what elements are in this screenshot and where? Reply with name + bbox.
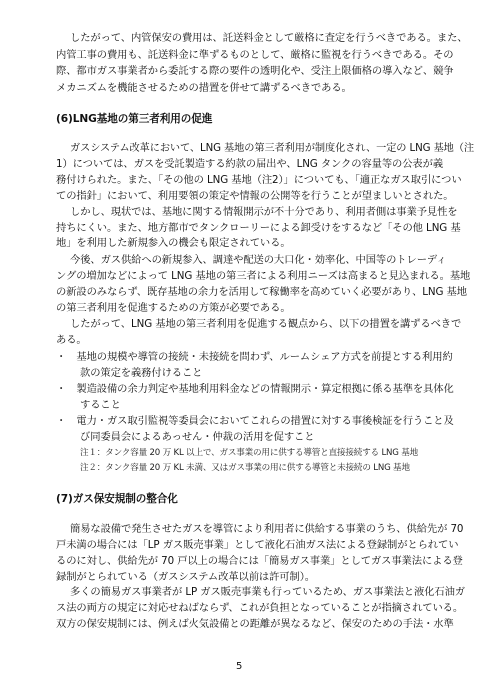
paragraph-line: ス法の両方の規定に対応せねばならず、これが負担となっていることが指摘されている。 — [56, 602, 464, 615]
footnote: 注１：タンク容量 20 万 KL 以上で、ガス事業の用に供する導管と直接接続する LNG 基地 — [80, 447, 419, 458]
paragraph-line: 務付けられた。また、「その他の LNG 基地（注2）」についても、「適正なガス取引につい — [56, 173, 462, 186]
intro-line: したがって、内管保安の費用は、託送料金として厳格に査定を行うべきである。また、 — [70, 32, 468, 44]
paragraph-line: しかし、現状では、基地に関する情報開示が不十分であり、利用者側は事業予見性を — [70, 205, 458, 218]
paragraph-line: 持ちにくい。また、地方都市でタンクローリーによる卸受けをするなど「その他 LNG 基 — [56, 221, 461, 234]
bullet-item-continued: すること — [80, 398, 121, 411]
section-6-heading: (6)LNG基地の第三者利用の促進 — [56, 113, 213, 126]
footnote: 注２：タンク容量 20 万 KL 未満、又はガス事業の用に供する導管と未接続の LNG 基地 — [80, 463, 410, 474]
paragraph-line: ある。 — [56, 334, 87, 347]
paragraph-line: るのに対し、供給先が 70 戸以上の場合には「簡易ガス事業」としてガス事業法による登 — [56, 554, 463, 567]
bullet-item: ・ 電力・ガス取引監視等委員会においてこれらの措置に対する事後検証を行うこと及 — [56, 414, 454, 427]
paragraph-line: ガスシステム改革において、LNG 基地の第三者利用が制度化され、一定の LNG 基地（注 — [70, 141, 474, 154]
paragraph-line: ングの増加などによって LNG 基地の第三者による利用ニーズは高まると見込まれる。基地 — [56, 270, 471, 283]
paragraph-line: 1）については、ガスを受託製造する約款の届出や、LNG タンクの容量等の公表が義 — [56, 157, 444, 170]
bullet-item: ・ 基地の規模や導管の接続・未接続を問わず、ルームシェア方式を前提とする利用約 — [56, 350, 453, 363]
paragraph-line: したがって、LNG 基地の第三者利用を促進する観点から、以下の措置を講ずるべきで — [70, 318, 462, 331]
paragraph-line: 多くの簡易ガス事業者が LP ガス販売事業も行っているため、ガス事業法と液化石油ガ — [70, 586, 465, 599]
bullet-item-continued: び同委員会によるあっせん・仲裁の活用を促すこと — [80, 430, 315, 443]
section-7-heading: (7)ガス保安規制の整合化 — [56, 493, 178, 506]
paragraph-line: ての指針」において、利用要領の策定や情報の公開等を行うことが望ましいとされた。 — [56, 189, 454, 202]
intro-line: 内管工事の費用も、託送料金に準ずるものとして、厳格に監視を行うべきである。その — [56, 48, 454, 61]
page-number: 5 — [236, 660, 243, 672]
paragraph-line: 録制がとられている（ガスシステム改革以前は許可制）。 — [56, 570, 315, 583]
intro-line: 際、都市ガス事業者から委託する際の要件の透明化や、受注上限価格の導入など、競争 — [56, 64, 454, 77]
intro-line: メカニズムを機能させるための措置を併せて講ずるべきである。 — [56, 81, 352, 94]
paragraph-line: 地」を利用した新規参入の機会も限定されている。 — [56, 237, 291, 250]
bullet-item-continued: 款の策定を義務付けること — [80, 366, 203, 379]
paragraph-line: 双方の保安規制には、例えば火気設備との距離が異なるなど、保安のための手法・水準 — [56, 618, 454, 631]
paragraph-line: 今後、ガス供給への新規参入、調達や配送の大口化・効率化、中国等のトレーディ — [70, 254, 447, 267]
paragraph-line: 戸未満の場合には「LP ガス販売事業」として液化石油ガス法による登録制がとられてい — [56, 538, 459, 551]
bullet-item: ・ 製造設備の余力判定や基地利用料金などの情報開示・算定根拠に係る基準を具体化 — [56, 382, 454, 395]
paragraph-line: の新設のみならず、既存基地の余力を活用して稼働率を高めていく必要があり、LNG 基地 — [56, 286, 467, 299]
paragraph-line: 簡易な設備で発生させたガスを導管により利用者に供給する事業のうち、供給先が 70 — [70, 522, 464, 535]
paragraph-line: の第三者利用を促進するための方策が必要である。 — [56, 302, 291, 315]
